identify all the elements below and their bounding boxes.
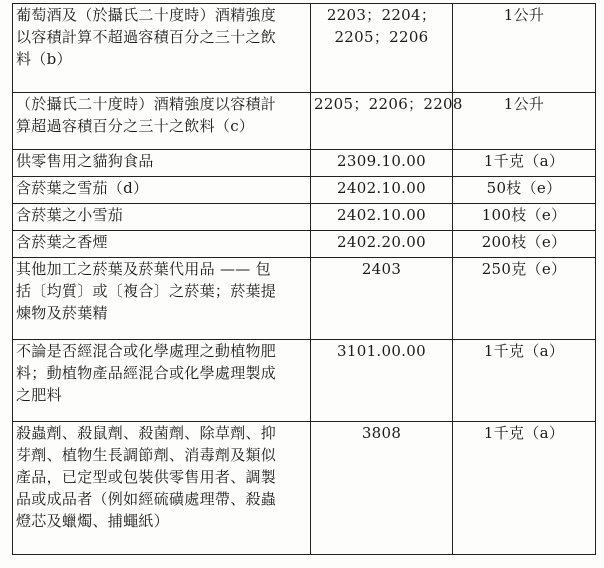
table-row: [13, 93, 596, 150]
description-line: 燈芯及蠟燭、捕蠅紙）: [16, 512, 170, 530]
description-cell: [13, 231, 311, 258]
description-line: 產品，已定型或包裝供零售用者、調製: [16, 468, 277, 486]
description-line: 不論是否經混合或化學處理之動植物肥: [16, 342, 277, 360]
table-row: [13, 150, 596, 177]
quantity-cell: 1千克（a）: [453, 340, 596, 422]
description-cell: [13, 4, 311, 93]
description-cell: [13, 93, 311, 150]
description-line: 殺蟲劑、殺鼠劑、殺菌劑、除草劑、抑: [16, 424, 277, 442]
quantity-cell: 250克（e）: [453, 258, 596, 340]
quantity-cell: 1公升: [453, 93, 596, 150]
description-line: 品或成品者（例如經硫磺處理帶、殺蟲: [16, 490, 277, 508]
description-cell: [13, 422, 311, 555]
description-cell: [13, 177, 311, 204]
description-line: 以容積計算不超過容積百分之三十之飲: [16, 28, 277, 46]
description-line: 算超過容積百分之三十之飲料（c）: [16, 117, 255, 135]
table-row: [13, 340, 596, 422]
description-cell: [13, 258, 311, 340]
description-line: 含菸葉之小雪茄: [16, 206, 124, 224]
code-cell: [311, 93, 463, 150]
code-line: 3101.00.00: [337, 342, 426, 360]
description-line: 之肥料: [16, 386, 62, 404]
code-cell: [311, 150, 453, 177]
code-cell: [311, 422, 453, 555]
code-cell: [311, 204, 453, 231]
code-line: 2205；2206；2208: [314, 95, 463, 113]
table-row: [13, 258, 596, 340]
code-line: 2309.10.00: [337, 152, 426, 170]
code-cell: [311, 177, 453, 204]
description-line: 芽劑、植物生長調節劑、消毒劑及類似: [16, 446, 277, 464]
code-line: 2205；2206: [334, 28, 429, 46]
code-line: 2402.10.00: [337, 179, 426, 197]
description-line: 供零售用之貓狗食品: [16, 152, 154, 170]
quantity-cell: 100枝（e）: [453, 204, 596, 231]
tariff-table: [12, 3, 596, 555]
code-line: 2203；2204；: [326, 6, 437, 24]
table-row: [13, 231, 596, 258]
description-cell: [13, 340, 311, 422]
description-line: 料；動植物產品經混合或化學處理製成: [16, 364, 277, 382]
code-cell: [311, 258, 453, 340]
description-line: 料（b）: [16, 50, 72, 68]
description-line: 含菸葉之雪茄（d）: [16, 179, 149, 197]
description-line: 含菸葉之香煙: [16, 233, 108, 251]
code-cell: [311, 340, 453, 422]
quantity-cell: 200枝（e）: [453, 231, 596, 258]
quantity-cell: 50枝（e）: [453, 177, 596, 204]
table-row: [13, 177, 596, 204]
code-cell: [311, 231, 453, 258]
code-line: 2402.10.00: [337, 206, 426, 224]
description-cell: [13, 150, 311, 177]
code-line: 2403: [361, 260, 402, 278]
quantity-cell: 1千克（a）: [453, 150, 596, 177]
table-row: [13, 4, 596, 93]
description-line: 葡萄酒及（於攝氏二十度時）酒精強度: [16, 6, 277, 24]
table-row: [13, 422, 596, 555]
description-line: 其他加工之菸葉及菸葉代用品 —— 包: [16, 260, 271, 278]
code-cell: [311, 4, 453, 93]
description-line: 煉物及菸葉精: [16, 304, 108, 322]
description-line: （於攝氏二十度時）酒精強度以容積計: [16, 95, 277, 113]
table-row: [13, 204, 596, 231]
description-line: 括〔均質〕或〔複合〕之菸葉；菸葉提: [16, 282, 277, 300]
code-line: 2402.20.00: [337, 233, 426, 251]
description-cell: [13, 204, 311, 231]
code-line: 3808: [361, 424, 402, 442]
quantity-cell: 1千克（a）: [453, 422, 596, 555]
quantity-cell: 1公升: [453, 4, 596, 93]
